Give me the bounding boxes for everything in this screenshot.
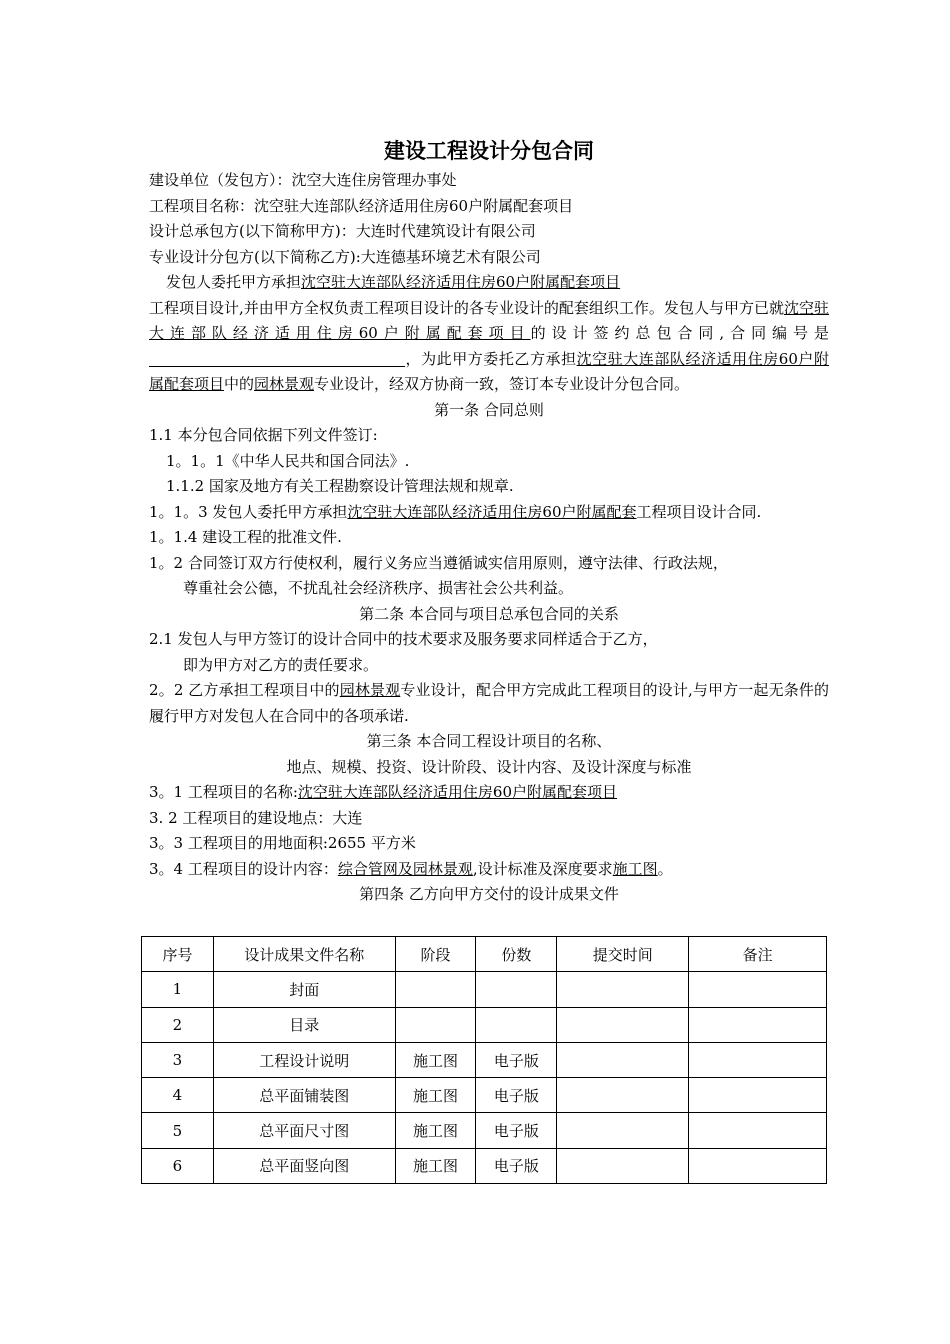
- table-cell: [476, 1007, 557, 1042]
- table-cell: [395, 972, 476, 1007]
- table-cell: 施工图: [395, 1042, 476, 1077]
- table-header-cell: 序号: [142, 937, 214, 972]
- table-cell: [557, 1007, 689, 1042]
- intro-project-underlined: 沈空驻大连部队经济适用住房60户附属配套项目: [301, 273, 621, 291]
- page-title: 建设工程设计分包合同: [384, 138, 594, 163]
- table-cell: 总平面铺装图: [213, 1078, 395, 1113]
- intro-paragraph: [149, 296, 829, 398]
- clause-1-2-line2: 尊重社会公德，不扰乱社会经济秩序、损害社会公共利益。: [183, 579, 574, 597]
- project-value: 沈空驻大连部队经济适用住房60户附属配套项目: [254, 196, 574, 215]
- table-cell: 6: [142, 1148, 214, 1183]
- table-cell: [476, 972, 557, 1007]
- table-cell: [557, 1113, 689, 1148]
- clause-1-1-3: [149, 500, 829, 526]
- table-cell: 电子版: [476, 1042, 557, 1077]
- table-row: [142, 1113, 827, 1148]
- clause-2-2: [149, 678, 829, 729]
- table-cell: [557, 1148, 689, 1183]
- clause-text: 3。4 工程项目的设计内容：: [149, 859, 338, 878]
- design-content-underlined: 综合管网及园林景观: [337, 859, 473, 878]
- clause-3-2: 3. 2 工程项目的建设地点：大连: [149, 808, 363, 827]
- table-cell: 封面: [213, 972, 395, 1007]
- document-page: [149, 134, 829, 908]
- table-cell: 4: [142, 1078, 214, 1113]
- table-cell: [689, 1148, 827, 1183]
- intro-project-underlined: 沈空驻大连部队经济适用住房60户附属配套项目: [149, 349, 829, 393]
- table-cell: 施工图: [395, 1148, 476, 1183]
- intro-first-line: [149, 270, 829, 296]
- article3-heading-line1: 第三条 本合同工程设计项目的名称、: [366, 732, 612, 750]
- party-b-label: 专业设计分包方(以下简称乙方):: [149, 247, 361, 266]
- intro-text: 的设计签约总包合同,合同编号是: [530, 324, 829, 342]
- clause-project-underlined: 沈空驻大连部队经济适用住房60户附属配套项目: [297, 783, 618, 801]
- table-cell: 2: [142, 1007, 214, 1042]
- table-cell: [557, 1042, 689, 1077]
- article4-heading: 第四条 乙方向甲方交付的设计成果文件: [359, 885, 619, 903]
- employer-line: [149, 168, 829, 194]
- table-cell: 总平面尺寸图: [213, 1113, 395, 1148]
- clause-3-4: [149, 857, 829, 883]
- table-cell: [395, 1007, 476, 1042]
- clause-3-1: [149, 780, 829, 806]
- table-cell: [689, 972, 827, 1007]
- table-header-cell: 提交时间: [557, 937, 689, 972]
- table-header-cell: 阶段: [395, 937, 476, 972]
- table-row: [142, 972, 827, 1007]
- clause-2-1-line2: 即为甲方对乙方的责任要求。: [183, 655, 379, 674]
- clause-1-2-line1: 1。2 合同签订双方行使权利，履行义务应当遵循诚实信用原则，遵守法律、行政法规，: [149, 553, 728, 572]
- party-a-line: [149, 219, 829, 245]
- table-row: [142, 1078, 827, 1113]
- contract-number-blank: [149, 348, 405, 367]
- table-cell: 电子版: [476, 1148, 557, 1183]
- employer-value: 沈空大连住房管理办事处: [291, 171, 457, 189]
- table-header-cell: 备注: [689, 937, 827, 972]
- clause-text: 专业设计，配合甲方完成此工程项目的设计,与甲方一起无条件的履行甲方对发包人在合同中的各项承诺.: [149, 681, 829, 725]
- table-cell: 施工图: [395, 1113, 476, 1148]
- project-line: [149, 194, 829, 220]
- specialty-underlined: 园林景观: [254, 375, 315, 393]
- clause-text: ,设计标准及深度要求: [472, 859, 613, 878]
- intro-project-underlined: 沈空驻大连部队经济适用住房60户附属配套项目: [149, 298, 829, 342]
- clause-1-1-2: 1.1.2 国家及地方有关工程勘察设计管理法规和规章.: [166, 477, 514, 495]
- table-cell: 工程设计说明: [213, 1042, 395, 1077]
- table-cell: 目录: [213, 1007, 395, 1042]
- deliverables-table: [141, 936, 827, 1184]
- intro-text: ，为此甲方委托乙方承担: [405, 349, 577, 368]
- clause-text: 3。1 工程项目的名称:: [149, 783, 298, 801]
- design-depth-underlined: 施工图: [612, 859, 658, 878]
- table-header-cell: 设计成果文件名称: [213, 937, 395, 972]
- table-cell: 3: [142, 1042, 214, 1077]
- clause-text: 。: [657, 859, 673, 878]
- employer-label: 建设单位（发包方）：: [149, 171, 292, 189]
- project-label: 工程项目名称：: [149, 196, 255, 215]
- table-cell: 电子版: [476, 1113, 557, 1148]
- article3-heading-line2: 地点、规模、投资、设计阶段、设计内容、及设计深度与标准: [286, 757, 692, 776]
- table-header-cell: 份数: [476, 937, 557, 972]
- table-cell: 电子版: [476, 1078, 557, 1113]
- table-cell: [557, 972, 689, 1007]
- clause-1-1: 1.1 本分包合同依据下列文件签订:: [149, 426, 378, 444]
- party-b-value: 大连德基环境艺术有限公司: [360, 247, 541, 266]
- table-row: [142, 1007, 827, 1042]
- intro-text: 专业设计，经双方协商一致，签订本专业设计分包合同。: [314, 375, 690, 393]
- clause-3-3: 3。3 工程项目的用地面积:2655 平方米: [149, 834, 416, 852]
- table-cell: [689, 1042, 827, 1077]
- table-cell: [689, 1113, 827, 1148]
- party-a-value: 大连时代建筑设计有限公司: [355, 222, 536, 240]
- table-row: [142, 1042, 827, 1077]
- specialty-underlined: 园林景观: [339, 681, 401, 699]
- table-row: [142, 1148, 827, 1183]
- table-cell: 总平面竖向图: [213, 1148, 395, 1183]
- table-cell: 5: [142, 1113, 214, 1148]
- party-b-line: [149, 245, 829, 271]
- clause-project-underlined: 沈空驻大连部队经济适用住房60户附属配套: [347, 502, 637, 521]
- clause-text: 2。2 乙方承担工程项目中的: [149, 681, 340, 699]
- table-cell: 施工图: [395, 1078, 476, 1113]
- table-header-row: [142, 937, 827, 972]
- table-cell: [689, 1078, 827, 1113]
- clause-2-1-line1: 2.1 发包人与甲方签订的设计合同中的技术要求及服务要求同样适合于乙方，: [149, 630, 658, 648]
- intro-text: 中的: [224, 375, 255, 393]
- clause-1-1-4: 1。1.4 建设工程的批准文件.: [149, 528, 342, 546]
- intro-text: 发包人委托甲方承担: [166, 273, 302, 291]
- table-cell: [557, 1078, 689, 1113]
- table-cell: [689, 1007, 827, 1042]
- article2-heading: 第二条 本合同与项目总承包合同的关系: [359, 604, 619, 623]
- clause-text: 工程项目设计合同.: [636, 502, 762, 521]
- article1-heading: 第一条 合同总则: [434, 400, 544, 419]
- clause-1-1-1: 1。1。1《中华人民共和国合同法》.: [166, 451, 410, 470]
- intro-text: 工程项目设计,并由甲方全权负责工程项目设计的各专业设计的配套组织工作。发包人与甲方已就: [149, 298, 784, 317]
- party-a-label: 设计总承包方(以下简称甲方)：: [149, 222, 356, 240]
- clause-text: 1。1。3 发包人委托甲方承担: [149, 502, 348, 521]
- table-cell: 1: [142, 972, 214, 1007]
